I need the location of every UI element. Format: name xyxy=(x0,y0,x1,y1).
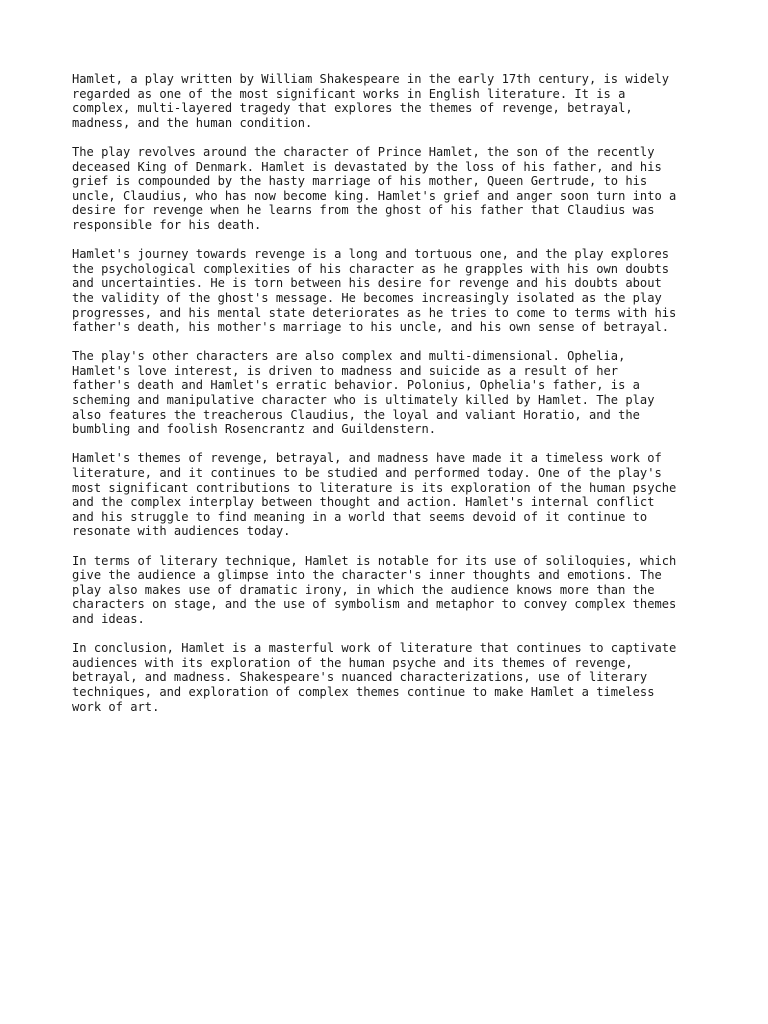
paragraph-5: Hamlet's themes of revenge, betrayal, and madness have made it a timeless work of literature, and it continues to be studied and performed today. One of the play's most significant contributions to literature is its exploration of the human psyche and the complex interplay between thought and action. Hamlet's internal conflict and his struggle to find meaning in a world that seems devoid of it continue to resonate with audiences today. xyxy=(72,451,677,539)
paragraph-3: Hamlet's journey towards revenge is a long and tortuous one, and the play explores the psychological complexities of his character as he grapples with his own doubts and uncertainties. He is torn between his desire for revenge and his doubts about the validity of the ghost's message. He becomes increasingly isolated as the play progresses, and his mental state deteriorates as he tries to come to terms with his father's death, his mother's marriage to his uncle, and his own sense of betrayal. xyxy=(72,247,677,335)
paragraph-2: The play revolves around the character of Prince Hamlet, the son of the recently deceased King of Denmark. Hamlet is devastated by the loss of his father, and his grief is compounded by the hasty marriage of his mother, Queen Gertrude, to his uncle, Claudius, who has now become king. Hamlet's grief and anger soon turn into a desire for revenge when he learns from the ghost of his father that Claudius was responsible for his death. xyxy=(72,144,677,232)
document-body xyxy=(72,72,712,729)
paragraph-6: In terms of literary technique, Hamlet is notable for its use of soliloquies, which give the audience a glimpse into the character's inner thoughts and emotions. The play also makes use of dramatic irony, in which the audience knows more than the characters on stage, and the use of symbolism and metaphor to convey complex themes and ideas. xyxy=(72,553,677,626)
paragraph-4: The play's other characters are also complex and multi-dimensional. Ophelia, Hamlet's love interest, is driven to madness and suicide as a result of her father's death and Hamlet's erratic behavior. Polonius, Ophelia's father, is a scheming and manipulative character who is ultimately killed by Hamlet. The play also features the treacherous Claudius, the loyal and valiant Horatio, and the bumbling and foolish Rosencrantz and Guildenstern. xyxy=(72,349,655,437)
paragraph-7: In conclusion, Hamlet is a masterful work of literature that continues to captivate audiences with its exploration of the human psyche and its themes of revenge, betrayal, and madness. Shakespeare's nuanced characterizations, use of literary techniques, and exploration of complex themes continue to make Hamlet a timeless work of art. xyxy=(72,641,677,714)
paragraph-1: Hamlet, a play written by William Shakespeare in the early 17th century, is widely regarded as one of the most significant works in English literature. It is a complex, multi-layered tragedy that explores the themes of revenge, betrayal, madness, and the human condition. xyxy=(72,72,670,130)
